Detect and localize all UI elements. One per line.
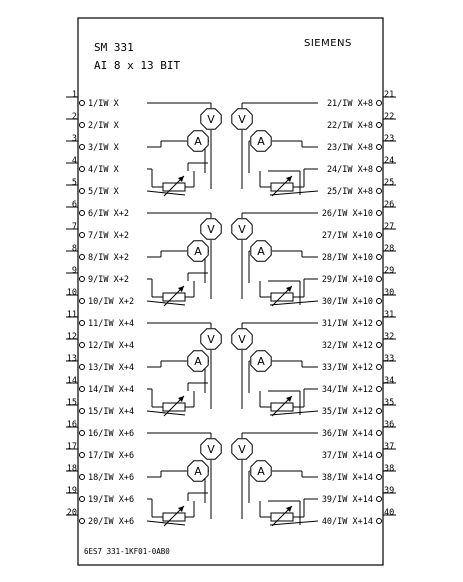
voltmeter-icon	[201, 329, 221, 349]
right-terminal-row	[327, 90, 396, 109]
left-terminal-row	[66, 508, 134, 527]
pin-number: 36	[384, 420, 395, 430]
voltmeter-icon	[232, 219, 252, 239]
right-terminal-row	[322, 332, 396, 351]
voltmeter-icon-symbol: V	[238, 223, 246, 236]
left-channel-circuit	[147, 213, 221, 306]
channel-label: 22/IW X+8	[326, 121, 373, 131]
terminal-circle	[80, 497, 85, 502]
right-channel-circuit	[232, 323, 318, 416]
pin-number: 23	[384, 134, 395, 144]
module-title-line1: SM 331	[94, 41, 134, 54]
left-terminal-row	[66, 200, 129, 219]
voltmeter-icon	[201, 439, 221, 459]
right-terminal-row	[322, 222, 396, 241]
channel-label: 29/IW X+10	[321, 275, 373, 285]
voltmeter-icon-symbol: V	[207, 333, 215, 346]
pin-number: 31	[384, 310, 395, 320]
left-terminal-row	[66, 222, 129, 241]
wire	[270, 411, 318, 415]
left-terminal-row	[66, 420, 134, 439]
terminal-circle	[80, 101, 85, 106]
right-terminal-row	[322, 376, 396, 395]
pin-number: 2	[71, 112, 77, 122]
ammeter-icon-symbol: A	[257, 245, 265, 258]
pin-number: 29	[384, 266, 395, 276]
left-terminal-row	[66, 112, 120, 131]
channel-label: 8/IW X+2	[88, 253, 129, 263]
pin-number: 40	[384, 508, 395, 518]
channel-label: 4/IW X	[88, 165, 119, 175]
right-channel-circuit	[232, 103, 318, 196]
pin-number: 5	[71, 178, 77, 188]
pin-number: 16	[66, 420, 77, 430]
right-terminal-row	[322, 200, 396, 219]
pin-number: 13	[66, 354, 77, 364]
pin-number: 14	[66, 376, 77, 386]
ammeter-icon	[188, 461, 208, 481]
voltmeter-icon-symbol: V	[207, 113, 215, 126]
ammeter-icon	[251, 461, 271, 481]
voltmeter-icon-symbol: V	[238, 443, 246, 456]
pin-number: 30	[384, 288, 395, 298]
right-terminal-row	[322, 398, 396, 417]
terminal-circle	[377, 145, 382, 150]
channel-label: 35/IW X+12	[321, 407, 373, 417]
terminal-circle	[80, 409, 85, 414]
left-channel-circuit	[147, 103, 221, 196]
pin-number: 10	[66, 288, 77, 298]
pin-number: 8	[71, 244, 77, 254]
measurement-circuits	[147, 103, 318, 526]
ammeter-icon	[251, 241, 271, 261]
right-terminal-row	[322, 354, 396, 373]
channel-label: 16/IW X+6	[88, 429, 135, 439]
terminal-circle	[377, 233, 382, 238]
terminal-circle	[80, 321, 85, 326]
channel-label: 1/IW X	[88, 99, 119, 109]
pin-number: 9	[71, 266, 77, 276]
channel-label: 33/IW X+12	[321, 363, 373, 373]
terminal-circle	[377, 189, 382, 194]
pin-number: 22	[384, 112, 395, 122]
ammeter-icon	[251, 351, 271, 371]
resistor-body	[163, 513, 185, 521]
pin-number: 24	[384, 156, 395, 166]
resistor-body	[163, 403, 185, 411]
terminal-circle	[377, 299, 382, 304]
right-terminal-row	[322, 508, 396, 527]
voltmeter-icon-symbol: V	[207, 443, 215, 456]
brand-label: SIEMENS	[304, 38, 352, 49]
channel-label: 19/IW X+6	[88, 495, 135, 505]
channel-label: 7/IW X+2	[88, 231, 129, 241]
channel-label: 14/IW X+4	[88, 385, 135, 395]
channel-label: 31/IW X+12	[321, 319, 373, 329]
ammeter-icon	[188, 351, 208, 371]
resistor-body	[271, 403, 293, 411]
terminal-circle	[377, 321, 382, 326]
voltmeter-icon	[232, 439, 252, 459]
resistor-body	[271, 293, 293, 301]
resistor-body	[271, 513, 293, 521]
pin-number: 19	[66, 486, 77, 496]
pin-number: 1	[71, 90, 77, 100]
right-terminal-row	[327, 156, 396, 175]
ammeter-icon	[188, 241, 208, 261]
right-terminal-row	[322, 486, 396, 505]
right-terminal-row	[327, 112, 396, 131]
pin-number: 6	[71, 200, 77, 210]
terminal-circle	[377, 475, 382, 480]
ammeter-icon-symbol: A	[257, 355, 265, 368]
channel-label: 3/IW X	[88, 143, 119, 153]
left-terminal-row	[66, 310, 134, 329]
ammeter-icon-symbol: A	[257, 465, 265, 478]
left-terminal-row	[66, 90, 120, 109]
terminal-circle	[377, 211, 382, 216]
terminal-circle	[80, 365, 85, 370]
terminal-circle	[80, 189, 85, 194]
right-terminal-row	[322, 288, 396, 307]
terminal-circle	[377, 431, 382, 436]
ammeter-icon	[251, 131, 271, 151]
terminal-circle	[377, 519, 382, 524]
pin-number: 28	[384, 244, 395, 254]
terminal-circle	[377, 123, 382, 128]
ammeter-icon-symbol: A	[194, 465, 202, 478]
channel-label: 9/IW X+2	[88, 275, 129, 285]
voltmeter-icon-symbol: V	[207, 223, 215, 236]
right-terminal-row	[322, 442, 396, 461]
channel-label: 20/IW X+6	[88, 517, 135, 527]
pin-number: 27	[384, 222, 395, 232]
channel-label: 18/IW X+6	[88, 473, 135, 483]
left-terminal-row	[66, 486, 134, 505]
pin-number: 39	[384, 486, 395, 496]
channel-label: 30/IW X+10	[321, 297, 373, 307]
voltmeter-icon-symbol: V	[238, 113, 246, 126]
potentiometer	[163, 506, 185, 526]
left-terminal-row	[66, 134, 120, 153]
pin-number: 32	[384, 332, 395, 342]
channel-label: 34/IW X+12	[321, 385, 373, 395]
channel-label: 24/IW X+8	[326, 165, 373, 175]
left-terminal-row	[66, 244, 129, 263]
pin-number: 15	[66, 398, 77, 408]
pin-number: 25	[384, 178, 395, 188]
left-channel-circuit	[147, 323, 221, 416]
channel-label: 13/IW X+4	[88, 363, 135, 373]
terminal-circle	[377, 387, 382, 392]
terminal-circle	[80, 123, 85, 128]
channel-label: 17/IW X+6	[88, 451, 135, 461]
pin-number: 12	[66, 332, 77, 342]
channel-label: 38/IW X+14	[321, 473, 373, 483]
pin-number: 34	[384, 376, 395, 386]
left-terminal-row	[66, 266, 129, 285]
terminal-circle	[80, 167, 85, 172]
right-terminal-row	[327, 134, 396, 153]
voltmeter-icon	[201, 109, 221, 129]
terminal-circle	[80, 277, 85, 282]
order-number: 6ES7 331-1KF01-0AB0	[84, 547, 170, 556]
pin-number: 37	[384, 442, 395, 452]
terminal-circle	[80, 233, 85, 238]
terminal-circle	[80, 255, 85, 260]
terminal-circle	[80, 475, 85, 480]
channel-label: 5/IW X	[88, 187, 119, 197]
ammeter-icon-symbol: A	[194, 355, 202, 368]
resistor-body	[163, 293, 185, 301]
ammeter-icon-symbol: A	[194, 245, 202, 258]
terminal-circle	[377, 365, 382, 370]
channel-label: 39/IW X+14	[321, 495, 373, 505]
channel-label: 6/IW X+2	[88, 209, 129, 219]
wire	[270, 301, 318, 305]
left-terminal-row	[66, 288, 134, 307]
pin-number: 11	[66, 310, 77, 320]
left-terminal-row	[66, 376, 134, 395]
terminal-circle	[80, 453, 85, 458]
terminal-circle	[377, 101, 382, 106]
channel-label: 11/IW X+4	[88, 319, 135, 329]
right-channel-circuit	[232, 433, 318, 526]
channel-label: 12/IW X+4	[88, 341, 135, 351]
pin-number: 4	[71, 156, 77, 166]
channel-label: 23/IW X+8	[326, 143, 373, 153]
left-terminal-row	[66, 354, 134, 373]
right-terminal-row	[327, 178, 396, 197]
channel-label: 28/IW X+10	[321, 253, 373, 263]
channel-label: 25/IW X+8	[326, 187, 373, 197]
pin-number: 20	[66, 508, 77, 518]
channel-label: 27/IW X+10	[321, 231, 373, 241]
terminal-circle	[80, 299, 85, 304]
potentiometer	[163, 396, 185, 416]
left-terminal-row	[66, 398, 134, 417]
channel-label: 15/IW X+4	[88, 407, 135, 417]
pin-number: 3	[71, 134, 77, 144]
left-channel-circuit	[147, 433, 221, 526]
terminal-circle	[80, 343, 85, 348]
right-terminal-row	[322, 244, 396, 263]
terminal-circle	[80, 211, 85, 216]
right-terminal-row	[322, 420, 396, 439]
pin-number: 21	[384, 90, 395, 100]
right-terminal-row	[322, 464, 396, 483]
ammeter-icon-symbol: A	[257, 135, 265, 148]
terminal-circle	[377, 277, 382, 282]
terminal-circle	[377, 409, 382, 414]
ammeter-icon	[188, 131, 208, 151]
pin-number: 7	[71, 222, 77, 232]
channel-label: 40/IW X+14	[321, 517, 373, 527]
terminal-circle	[377, 343, 382, 348]
voltmeter-icon-symbol: V	[238, 333, 246, 346]
pin-number: 33	[384, 354, 395, 364]
left-terminal-row	[66, 178, 120, 197]
terminal-circle	[80, 387, 85, 392]
right-terminal-row	[322, 266, 396, 285]
ammeter-icon-symbol: A	[194, 135, 202, 148]
pin-number: 18	[66, 464, 77, 474]
terminal-circle	[80, 431, 85, 436]
right-channel-circuit	[232, 213, 318, 306]
potentiometer	[163, 176, 185, 196]
right-terminal-row	[322, 310, 396, 329]
channel-label: 37/IW X+14	[321, 451, 373, 461]
terminal-circle	[377, 453, 382, 458]
resistor-body	[271, 183, 293, 191]
pin-number: 26	[384, 200, 395, 210]
terminal-circle	[80, 519, 85, 524]
voltmeter-icon	[201, 219, 221, 239]
voltmeter-icon	[232, 329, 252, 349]
terminal-rows	[66, 90, 396, 527]
channel-label: 10/IW X+2	[88, 297, 135, 307]
channel-label: 36/IW X+14	[321, 429, 373, 439]
left-terminal-row	[66, 464, 134, 483]
wire	[270, 191, 318, 195]
channel-label: 21/IW X+8	[326, 99, 373, 109]
left-terminal-row	[66, 332, 134, 351]
resistor-body	[163, 183, 185, 191]
channel-label: 2/IW X	[88, 121, 119, 131]
terminal-circle	[377, 167, 382, 172]
channel-label: 26/IW X+10	[321, 209, 373, 219]
terminal-circle	[377, 255, 382, 260]
left-terminal-row	[66, 156, 120, 175]
potentiometer	[163, 286, 185, 306]
left-terminal-row	[66, 442, 134, 461]
pin-number: 38	[384, 464, 395, 474]
module-title-line2: AI 8 x 13 BIT	[94, 59, 181, 72]
pin-number: 35	[384, 398, 395, 408]
terminal-circle	[80, 145, 85, 150]
voltmeter-icon	[232, 109, 252, 129]
wire	[270, 521, 318, 525]
channel-label: 32/IW X+12	[321, 341, 373, 351]
pin-number: 17	[66, 442, 77, 452]
terminal-circle	[377, 497, 382, 502]
